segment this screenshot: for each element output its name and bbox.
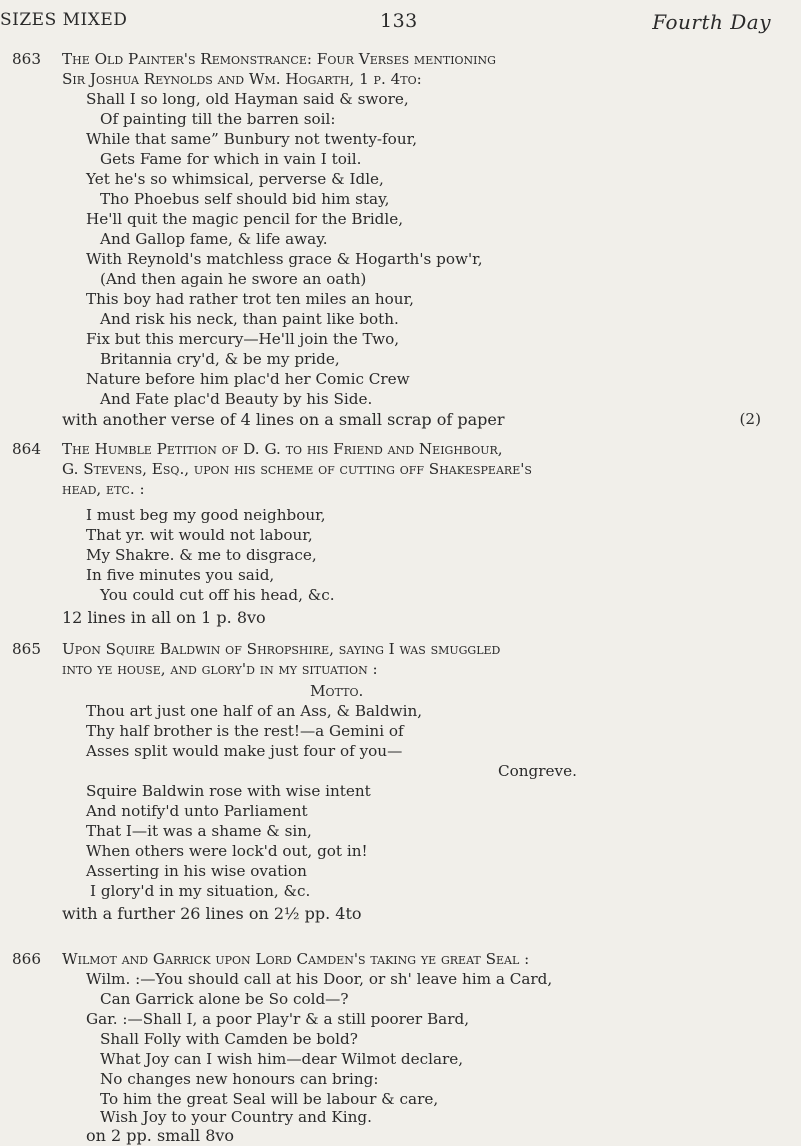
motto-author: Congreve. [498, 762, 577, 780]
lot-number: 866 [12, 950, 41, 968]
verse-line: I glory'd in my situation, &c. [90, 882, 311, 900]
verse-line: Britannia cry'd, & be my pride, [100, 350, 340, 368]
verse-line: Asserting in his wise ovation [86, 862, 307, 880]
verse-line: This boy had rather trot ten miles an hour, [86, 290, 414, 308]
verse-line: And Gallop fame, & life away. [100, 230, 328, 248]
verse-line: Of painting till the barren soil: [100, 110, 336, 128]
dialogue-line: What Joy can I wish him—dear Wilmot declare, [100, 1050, 464, 1068]
verse-line: While that same” Bunbury not twenty-four, [86, 130, 418, 148]
lot-description: 12 lines in all on 1 p. 8vo [62, 608, 266, 627]
dialogue-line: Gar. :—Shall I, a poor Play'r & a still poorer Bard, [86, 1010, 470, 1028]
dialogue-line: To him the great Seal will be labour & care, [100, 1090, 439, 1108]
verse-line: (And then again he swore an oath) [100, 270, 367, 288]
dialogue-line: No changes new honours can bring: [100, 1070, 379, 1088]
lot-heading: Upon Squire Baldwin of Shropshire, saying I was smuggled [62, 640, 501, 658]
motto-line: Thou art just one half of an Ass, & Baldwin, [86, 702, 423, 720]
verse-line: I must beg my good neighbour, [86, 506, 326, 524]
verse-line: Squire Baldwin rose with wise intent [86, 782, 371, 800]
verse-line: You could cut off his head, &c. [100, 586, 335, 604]
lot-number: 864 [12, 440, 41, 458]
verse-line: Shall I so long, old Hayman said & swore, [86, 90, 409, 108]
item-count: (2) [739, 410, 761, 428]
header-day: Fourth Day [652, 10, 771, 34]
verse-line: And Fate plac'd Beauty by his Side. [100, 390, 373, 408]
lot-heading: into ye house, and glory'd in my situation : [62, 660, 378, 678]
lot-heading: Wilmot and Garrick upon Lord Camden's taking ye great Seal : [62, 950, 530, 968]
running-header [0, 6, 801, 36]
lot-description: with another verse of 4 lines on a small scrap of paper [62, 410, 505, 429]
dialogue-line: Wish Joy to your Country and King. [100, 1108, 372, 1126]
verse-line: With Reynold's matchless grace & Hogarth's pow'r, [86, 250, 483, 268]
motto-label: Motto. [310, 682, 364, 700]
verse-line: That yr. wit would not labour, [86, 526, 313, 544]
lot-heading: head, etc. : [62, 480, 145, 498]
header-sizes-mixed: SIZES MIXED [0, 10, 128, 30]
verse-line: He'll quit the magic pencil for the Bridle, [86, 210, 404, 228]
verse-line: Yet he's so whimsical, perverse & Idle, [86, 170, 384, 188]
lot-heading: The Humble Petition of D. G. to his Friend and Neighbour, [62, 440, 503, 458]
dialogue-line: Shall Folly with Camden be bold? [100, 1030, 358, 1048]
motto-line: Asses split would make just four of you— [86, 742, 403, 760]
verse-line: When others were lock'd out, got in! [86, 842, 368, 860]
lot-number: 863 [12, 50, 41, 68]
dialogue-line: Wilm. :—You should call at his Door, or sh' leave him a Card, [86, 970, 553, 988]
lot-description: on 2 pp. small 8vo [86, 1126, 235, 1145]
lot-heading: The Old Painter's Remonstrance: Four Verses mentioning [62, 50, 496, 68]
page-number: 133 [380, 10, 418, 32]
verse-line: My Shakre. & me to disgrace, [86, 546, 317, 564]
motto-line: Thy half brother is the rest!—a Gemini of [86, 722, 404, 740]
lot-heading: Sir Joshua Reynolds and Wm. Hogarth, 1 p. 4to: [62, 70, 422, 88]
verse-line: And notify'd unto Parliament [86, 802, 308, 820]
verse-line: In five minutes you said, [86, 566, 275, 584]
verse-line: Gets Fame for which in vain I toil. [100, 150, 362, 168]
verse-line: Fix but this mercury—He'll join the Two, [86, 330, 400, 348]
lot-description: with a further 26 lines on 2½ pp. 4to [62, 904, 362, 923]
verse-line: That I—it was a shame & sin, [86, 822, 312, 840]
lot-heading: G. Stevens, Esq., upon his scheme of cutting off Shakespeare's [62, 460, 532, 478]
verse-line: Nature before him plac'd her Comic Crew [86, 370, 410, 388]
dialogue-line: Can Garrick alone be So cold—? [100, 990, 349, 1008]
verse-line: Tho Phoebus self should bid him stay, [100, 190, 390, 208]
lot-number: 865 [12, 640, 41, 658]
verse-line: And risk his neck, than paint like both. [100, 310, 399, 328]
